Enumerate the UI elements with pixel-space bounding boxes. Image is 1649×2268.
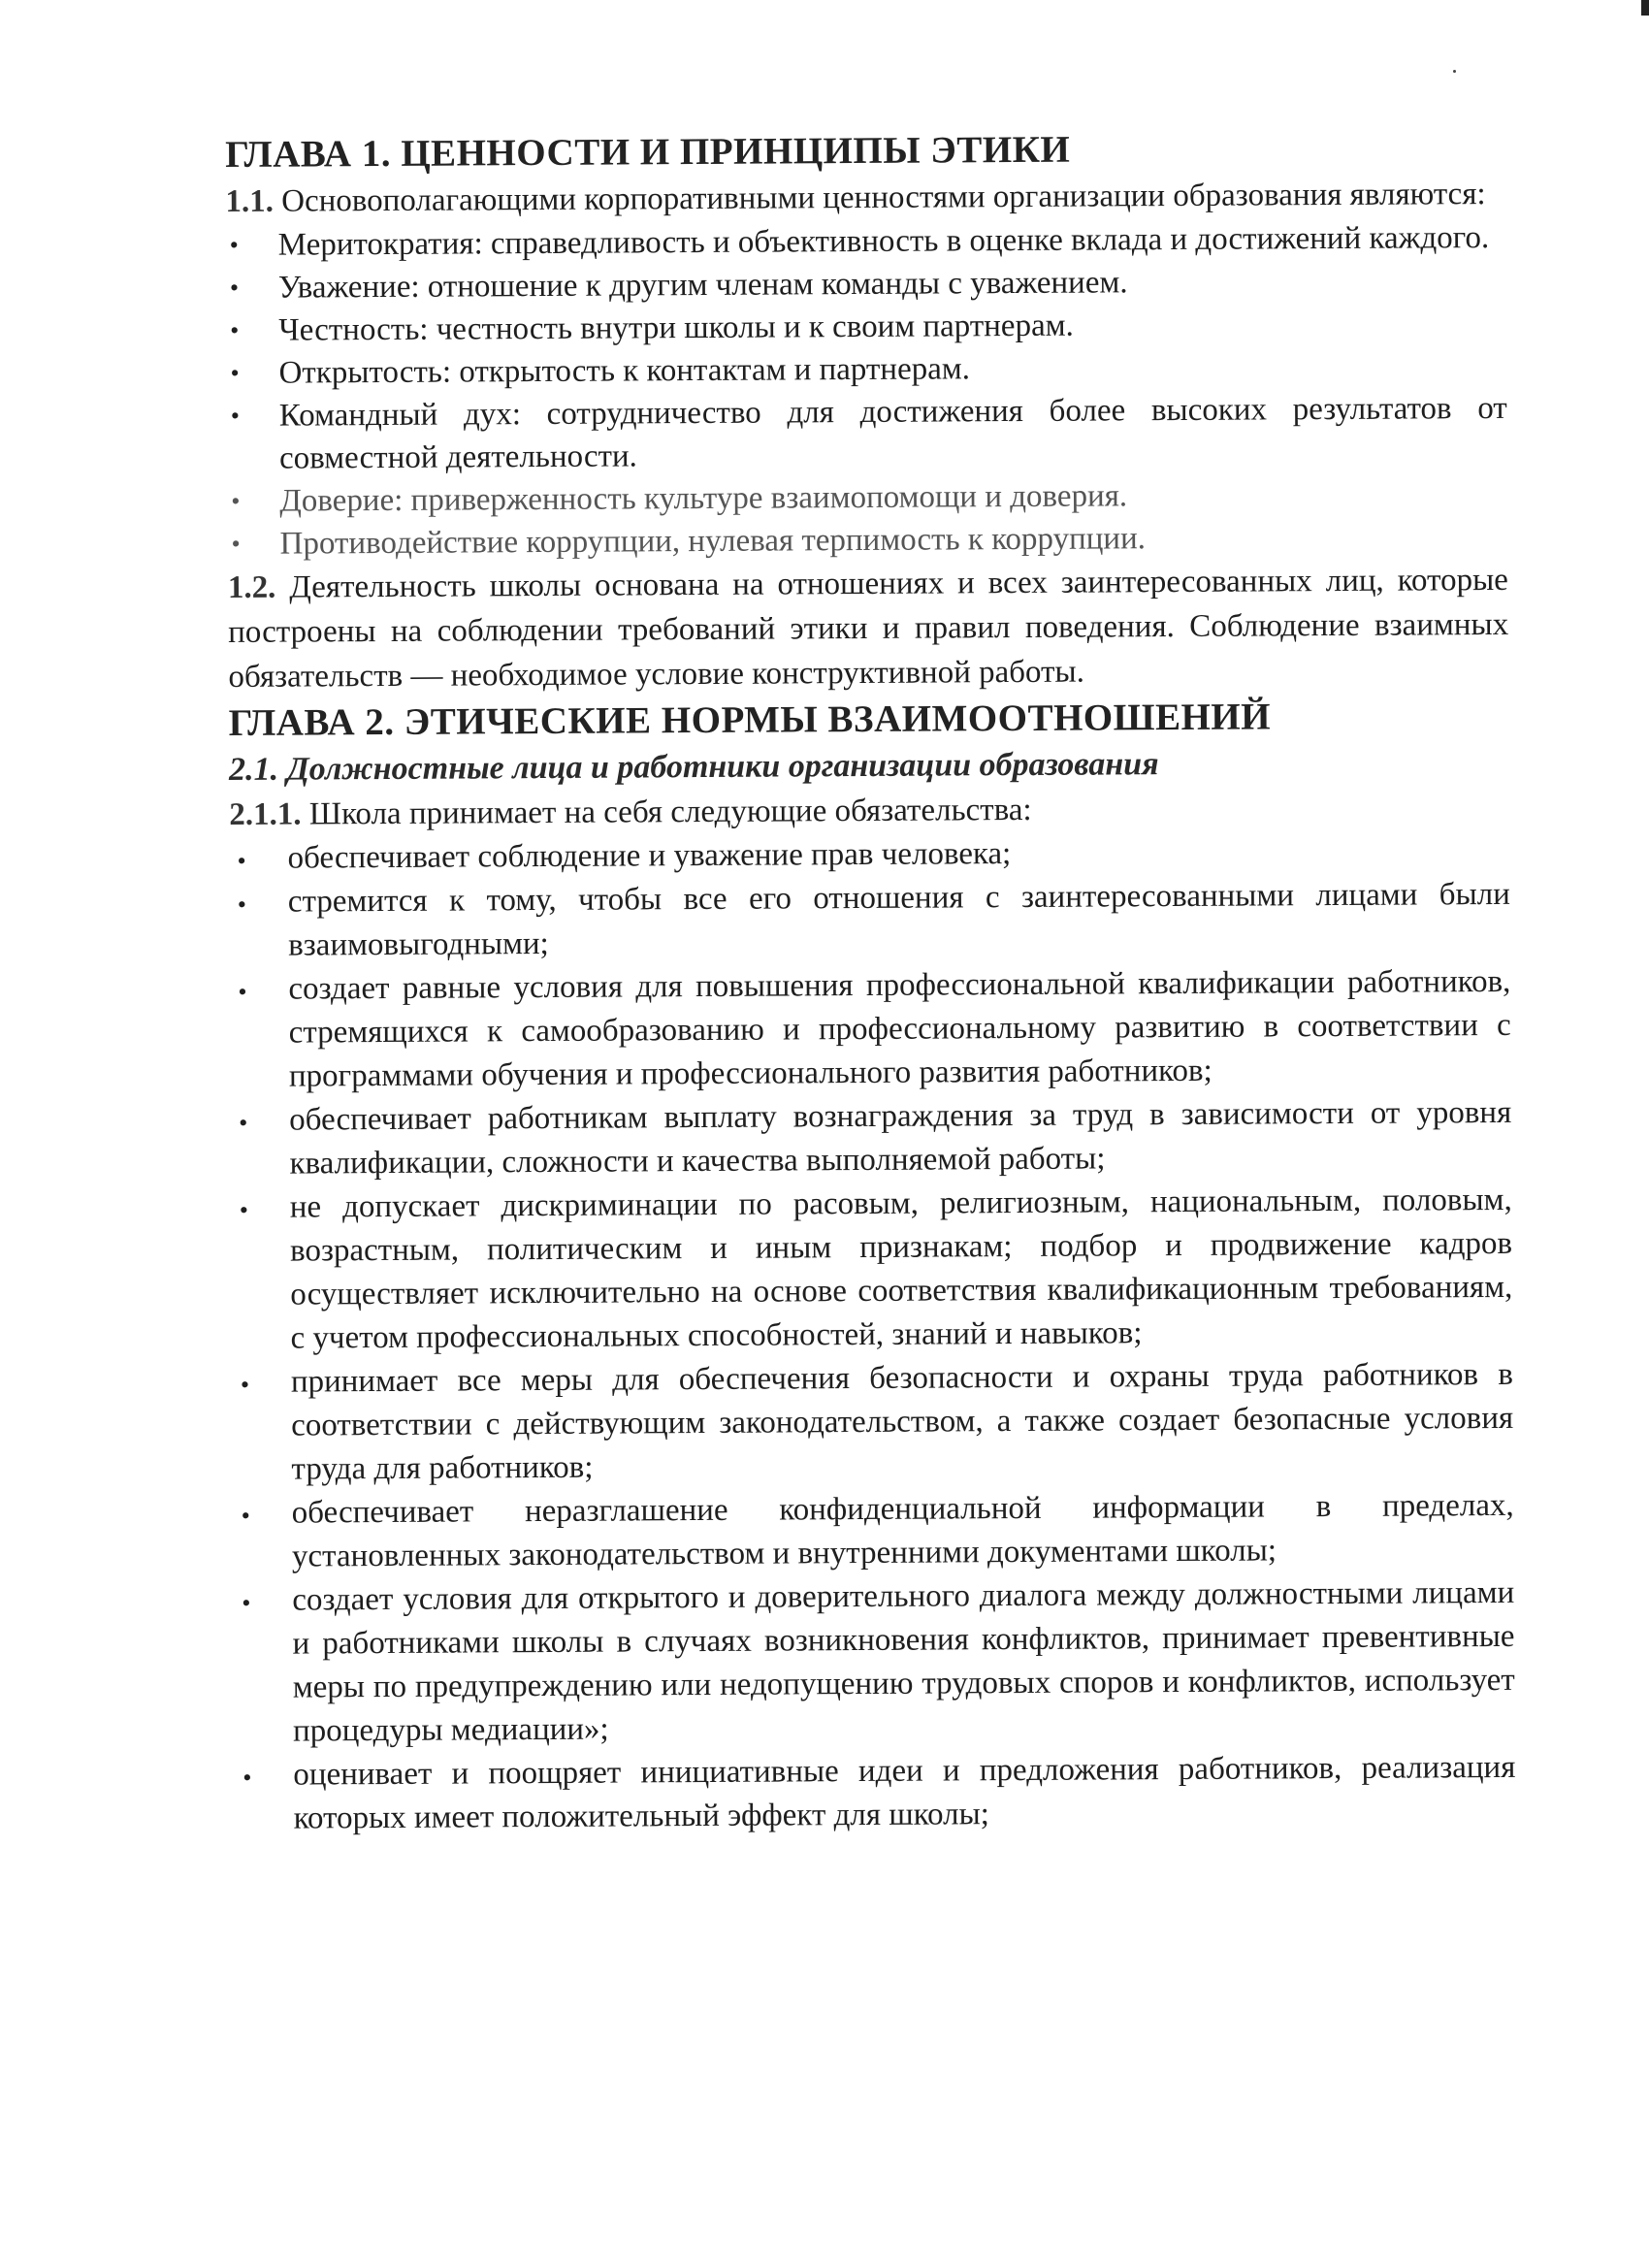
list-item: • Уважение: отношение к другим членам команды с уважением. <box>226 259 1506 309</box>
chapter-2-heading: ГЛАВА 2. ЭТИЧЕСКИЕ НОРМЫ ВЗАИМООТНОШЕНИЙ <box>228 696 1272 744</box>
list-item: • Открытость: открытость к контактам и партнерам. <box>226 344 1506 395</box>
list-item: • Командный дух: сотрудничество для достижения более высоких результатов от совместной деятельности. <box>230 390 1507 476</box>
list-item: • обеспечивает работникам выплату вознаграждения за труд в зависимости от уровня квалификации, сложности и качества выполняемой работы; <box>239 1094 1512 1182</box>
list-item: • обеспечивает неразглашение конфиденциальной информации в пределах, установленных законодательством и внутренними документами школы; <box>241 1487 1514 1574</box>
paragraph-text: Деятельность школы основана на отношениях и всех заинтересованных лиц, которые построены на соблюдении требований этики и правил поведения. Соблюдение взаимных обязательств — необходимое условие конструктивной работы. <box>228 562 1509 695</box>
bullet-icon: • <box>237 890 247 919</box>
list-item: • принимает все меры для обеспечения безопасности и охраны труда работников в соответствии с действующим законодательством, а также создает безопасные условия труда для работников; <box>240 1356 1514 1487</box>
bullet-icon: • <box>242 1763 252 1792</box>
scan-speck <box>1453 70 1456 73</box>
paragraph-number: 1.1. <box>225 183 275 219</box>
paragraph-1-2 <box>228 558 1509 699</box>
bullet-icon: • <box>240 1370 250 1399</box>
list-item: • создает условия для открытого и доверительного диалога между должностными лицами и работниками школы в случаях возникновения конфликтов, принимает превентивные меры по предупреждению или недопущению трудовых споров и конфликтов, использует процедуры медиации»; <box>242 1574 1515 1749</box>
bullet-icon: • <box>230 315 240 344</box>
bullet-icon: • <box>237 846 246 875</box>
list-item: • не допускает дискриминации по расовым, религиозным, национальным, половым, возрастным, политическим и иным признакам; подбор и продвижение кадров осуществляет исключительно на основе соответствия квалификационным требованиям, с учетом профессиональных способностей, знаний и навыков; <box>239 1182 1513 1356</box>
chapter-1-heading: ГЛАВА 1. ЦЕННОСТИ И ПРИНЦИПЫ ЭТИКИ <box>225 128 1071 176</box>
list-item: • создает равные условия для повышения профессиональной квалификации работников, стремящихся к самообразованию и профессиональному развитию в соответствии с программами обучения и профессионального развития работников; <box>238 963 1511 1094</box>
list-item: • Меритократия: справедливость и объективность в оценке вклада и достижений каждого. <box>226 216 1506 267</box>
document-body <box>225 123 1516 1841</box>
bullet-icon: • <box>231 486 241 515</box>
bullet-icon: • <box>229 273 240 302</box>
bullet-icon: • <box>239 1108 248 1137</box>
scan-edge-mark <box>1641 0 1649 16</box>
bullet-icon: • <box>229 230 239 259</box>
bullet-icon: • <box>241 1501 250 1530</box>
bullet-icon: • <box>242 1588 251 1617</box>
paragraph-text: Основополагающими корпоративными ценностями организации образования являются: <box>281 177 1486 219</box>
paragraph-1-1 <box>225 172 1505 224</box>
list-item: • Противодействие коррупции, нулевая терпимость к коррупции. <box>227 515 1507 566</box>
paragraph-number: 2.1.1. <box>229 796 302 832</box>
bullet-icon: • <box>238 977 247 1006</box>
bullet-icon: • <box>239 1195 248 1224</box>
list-item: • обеспечивает соблюдение и уважение прав человека; <box>229 829 1509 881</box>
paragraph-number: 1.2. <box>227 569 276 605</box>
paragraph-2-1-1 <box>229 785 1509 837</box>
values-list <box>226 216 1508 566</box>
list-item: • Доверие: приверженность культуре взаимопомощи и доверия. <box>227 472 1507 523</box>
paragraph-text: Школа принимает на себя следующие обязательства: <box>308 792 1032 832</box>
duties-list <box>229 829 1515 1841</box>
list-item: • стремится к тому, чтобы все его отношения с заинтересованными лицами были взаимовыгодными; <box>237 876 1510 963</box>
bullet-icon: • <box>231 529 241 558</box>
list-item: • Честность: честность внутри школы и к своим партнерам. <box>226 302 1506 352</box>
bullet-icon: • <box>230 401 240 430</box>
section-2-1-heading: 2.1. Должностные лица и работники организации образования <box>228 746 1159 788</box>
bullet-icon: • <box>230 358 240 387</box>
list-item: • оценивает и поощряет инициативные идеи и предложения работников, реализация которых имеет положительный эффект для школы; <box>242 1749 1516 1836</box>
